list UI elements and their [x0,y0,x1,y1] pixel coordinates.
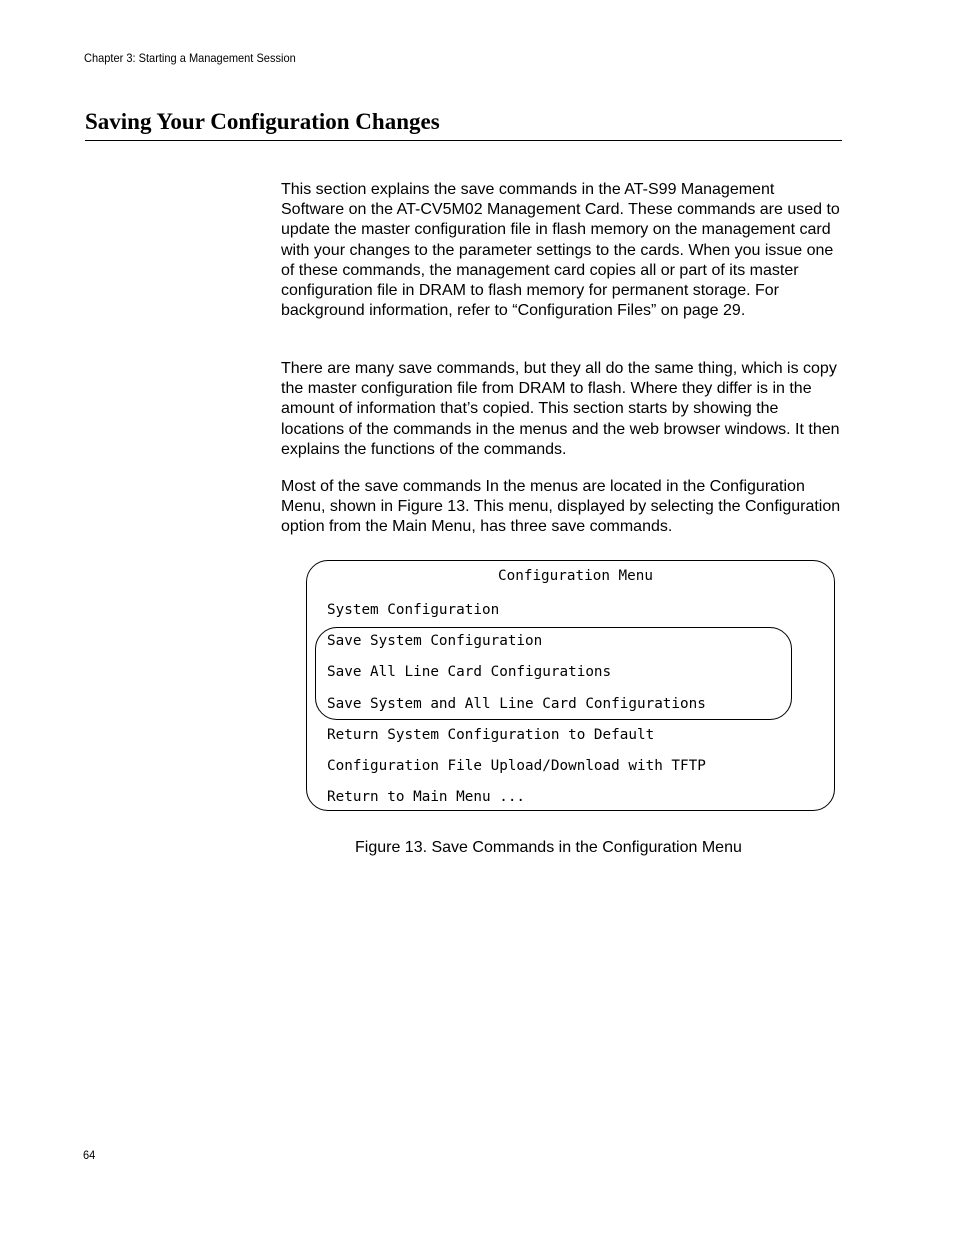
page-number: 64 [83,1148,96,1162]
title-rule [85,140,842,141]
menu-item-return-to-default: Return System Configuration to Default [327,726,655,743]
paragraph-save-commands: There are many save commands, but they all do the same thing, which is copy the master configuration file from DRAM to flash. Where they differ is in the amount of information that’s copied. This section starts by showing the locations of the commands in the menus and the web browser windows. It then explains the functions of the commands. [281,360,840,458]
menu-item-save-system-configuration: Save System Configuration [327,632,543,649]
menu-item-save-all-line-card-configurations: Save All Line Card Configurations [327,663,612,680]
menu-item-return-to-main-menu: Return to Main Menu ... [327,788,526,805]
section-title: Saving Your Configuration Changes [85,109,440,134]
running-header: Chapter 3: Starting a Management Session [84,51,296,65]
menu-item-save-system-and-all-line-card: Save System and All Line Card Configurations [327,695,706,712]
menu-item-file-upload-download: Configuration File Upload/Download with TFTP [327,757,706,774]
menu-title: Configuration Menu [498,567,653,584]
paragraph-menu-location: Most of the save commands In the menus are located in the Configuration Menu, shown in Figure 13. This menu, displayed by selecting the Configuration option from the Main Menu, has three save commands. [281,478,841,536]
paragraph-intro: This section explains the save commands in the AT-S99 Management Software on the AT-CV5M02 Management Card. These commands are used to update the master configuration file in flash memory on the management card with your changes to the parameter settings to the cards. When you issue one of these commands, the management card copies all or part of its master configuration file in DRAM to flash memory for permanent storage. For background information, refer to “Configuration Files” on page 29. [281,181,840,320]
menu-item-system-configuration: System Configuration [327,601,500,618]
figure-caption: Figure 13. Save Commands in the Configuration Menu [355,839,742,856]
